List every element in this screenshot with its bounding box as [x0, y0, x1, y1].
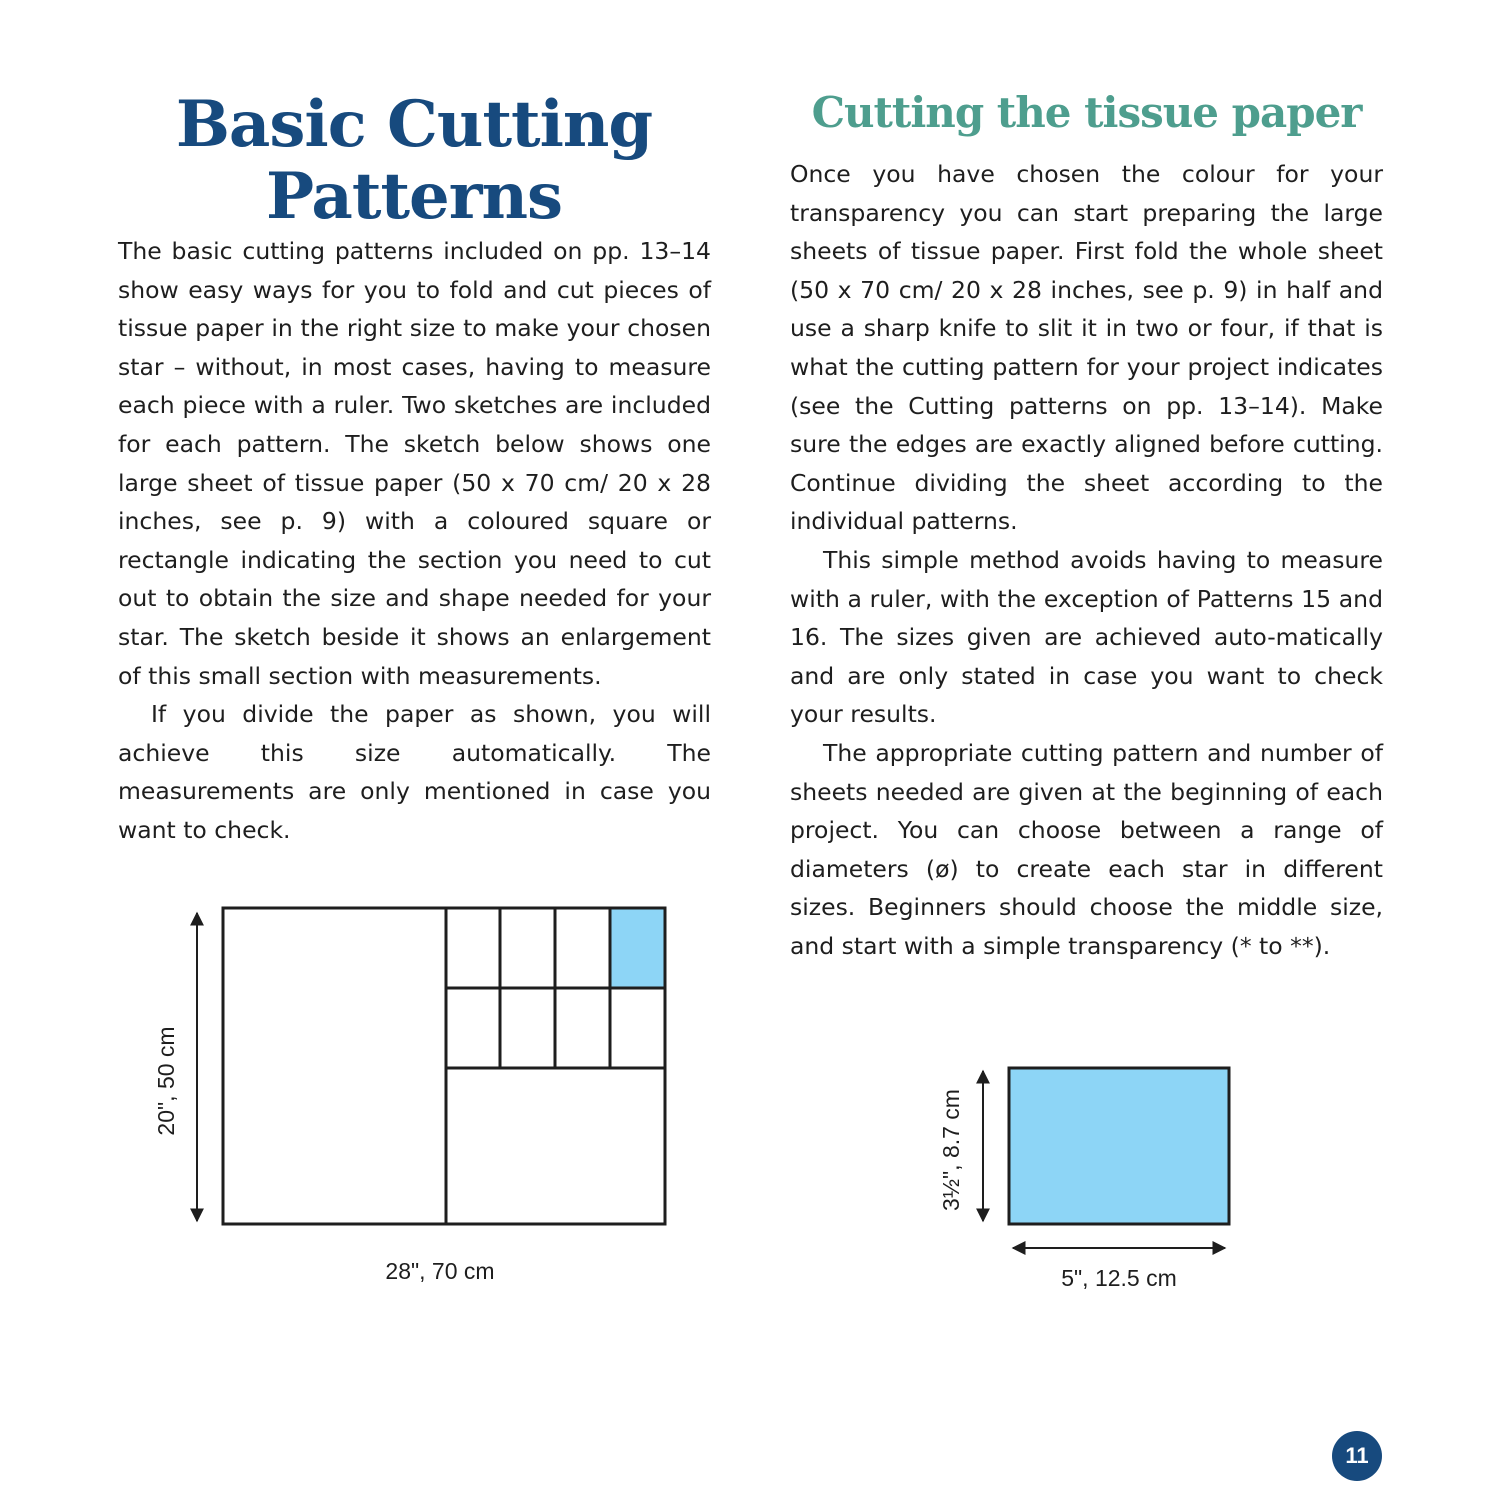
right-column-text [790, 155, 1383, 965]
section-height-label: 3½", 8.7 cm [938, 1089, 964, 1211]
paragraph: Once you have chosen the colour for your transparency you can start preparing the large sheets of tissue paper. First fold the whole sheet (50 x 70 cm/ 20 x 28 inches, see p. 9) in half and use a sharp knife to slit it in two or four, if that is what the cutting pattern for your project indicates (see the Cutting patterns on pp. 13–14). Make sure the edges are exactly aligned before cutting. Continue dividing the sheet according to the individual patterns. [790, 160, 1383, 536]
section-width-label: 5", 12.5 cm [1061, 1265, 1177, 1291]
paragraph: This simple method avoids having to measure with a ruler, with the exception of Patterns 15 and 16. The sizes given are achieved auto-matically and are only stated in case you want to check your results. [790, 545, 1383, 729]
page-title-basic-cutting-patterns: Basic Cutting Patterns [175, 86, 653, 234]
cut-section-rectangle [1009, 1068, 1229, 1224]
paragraph: The basic cutting patterns included on pp. 13–14 show easy ways for you to fold and cut pieces of tissue paper in the right size to make your chosen star – without, in most cases, having to measure each piece with a ruler. Two sketches are included for each pattern. The sketch below shows one large sheet of tissue paper (50 x 70 cm/ 20 x 28 inches, see p. 9) with a coloured square or rectangle indicating the section you need to cut out to obtain the size and shape needed for your star. The sketch beside it shows an enlargement of this small section with measurements. [118, 237, 711, 690]
full-sheet-outline [223, 908, 665, 1224]
section-enlargement-diagram [925, 1055, 1245, 1295]
highlighted-cut-section [610, 908, 665, 988]
page-number-badge: 11 [1332, 1431, 1382, 1481]
left-column-text [118, 232, 711, 850]
sheet-width-label: 28", 70 cm [385, 1258, 495, 1284]
sheet-height-label: 20", 50 cm [153, 1026, 179, 1136]
sheet-cutting-diagram [140, 895, 685, 1295]
paragraph: If you divide the paper as shown, you will achieve this size automatically. The measurements are only mentioned in case you want to check. [118, 700, 711, 844]
section-title-cutting-tissue-paper: Cutting the tissue paper [811, 87, 1362, 137]
paragraph: The appropriate cutting pattern and number of sheets needed are given at the beginning of each project. You can choose between a range of diameters (ø) to create each star in different sizes. Beginners should choose the middle size, and start with a simple transparency (* to **). [790, 738, 1383, 960]
